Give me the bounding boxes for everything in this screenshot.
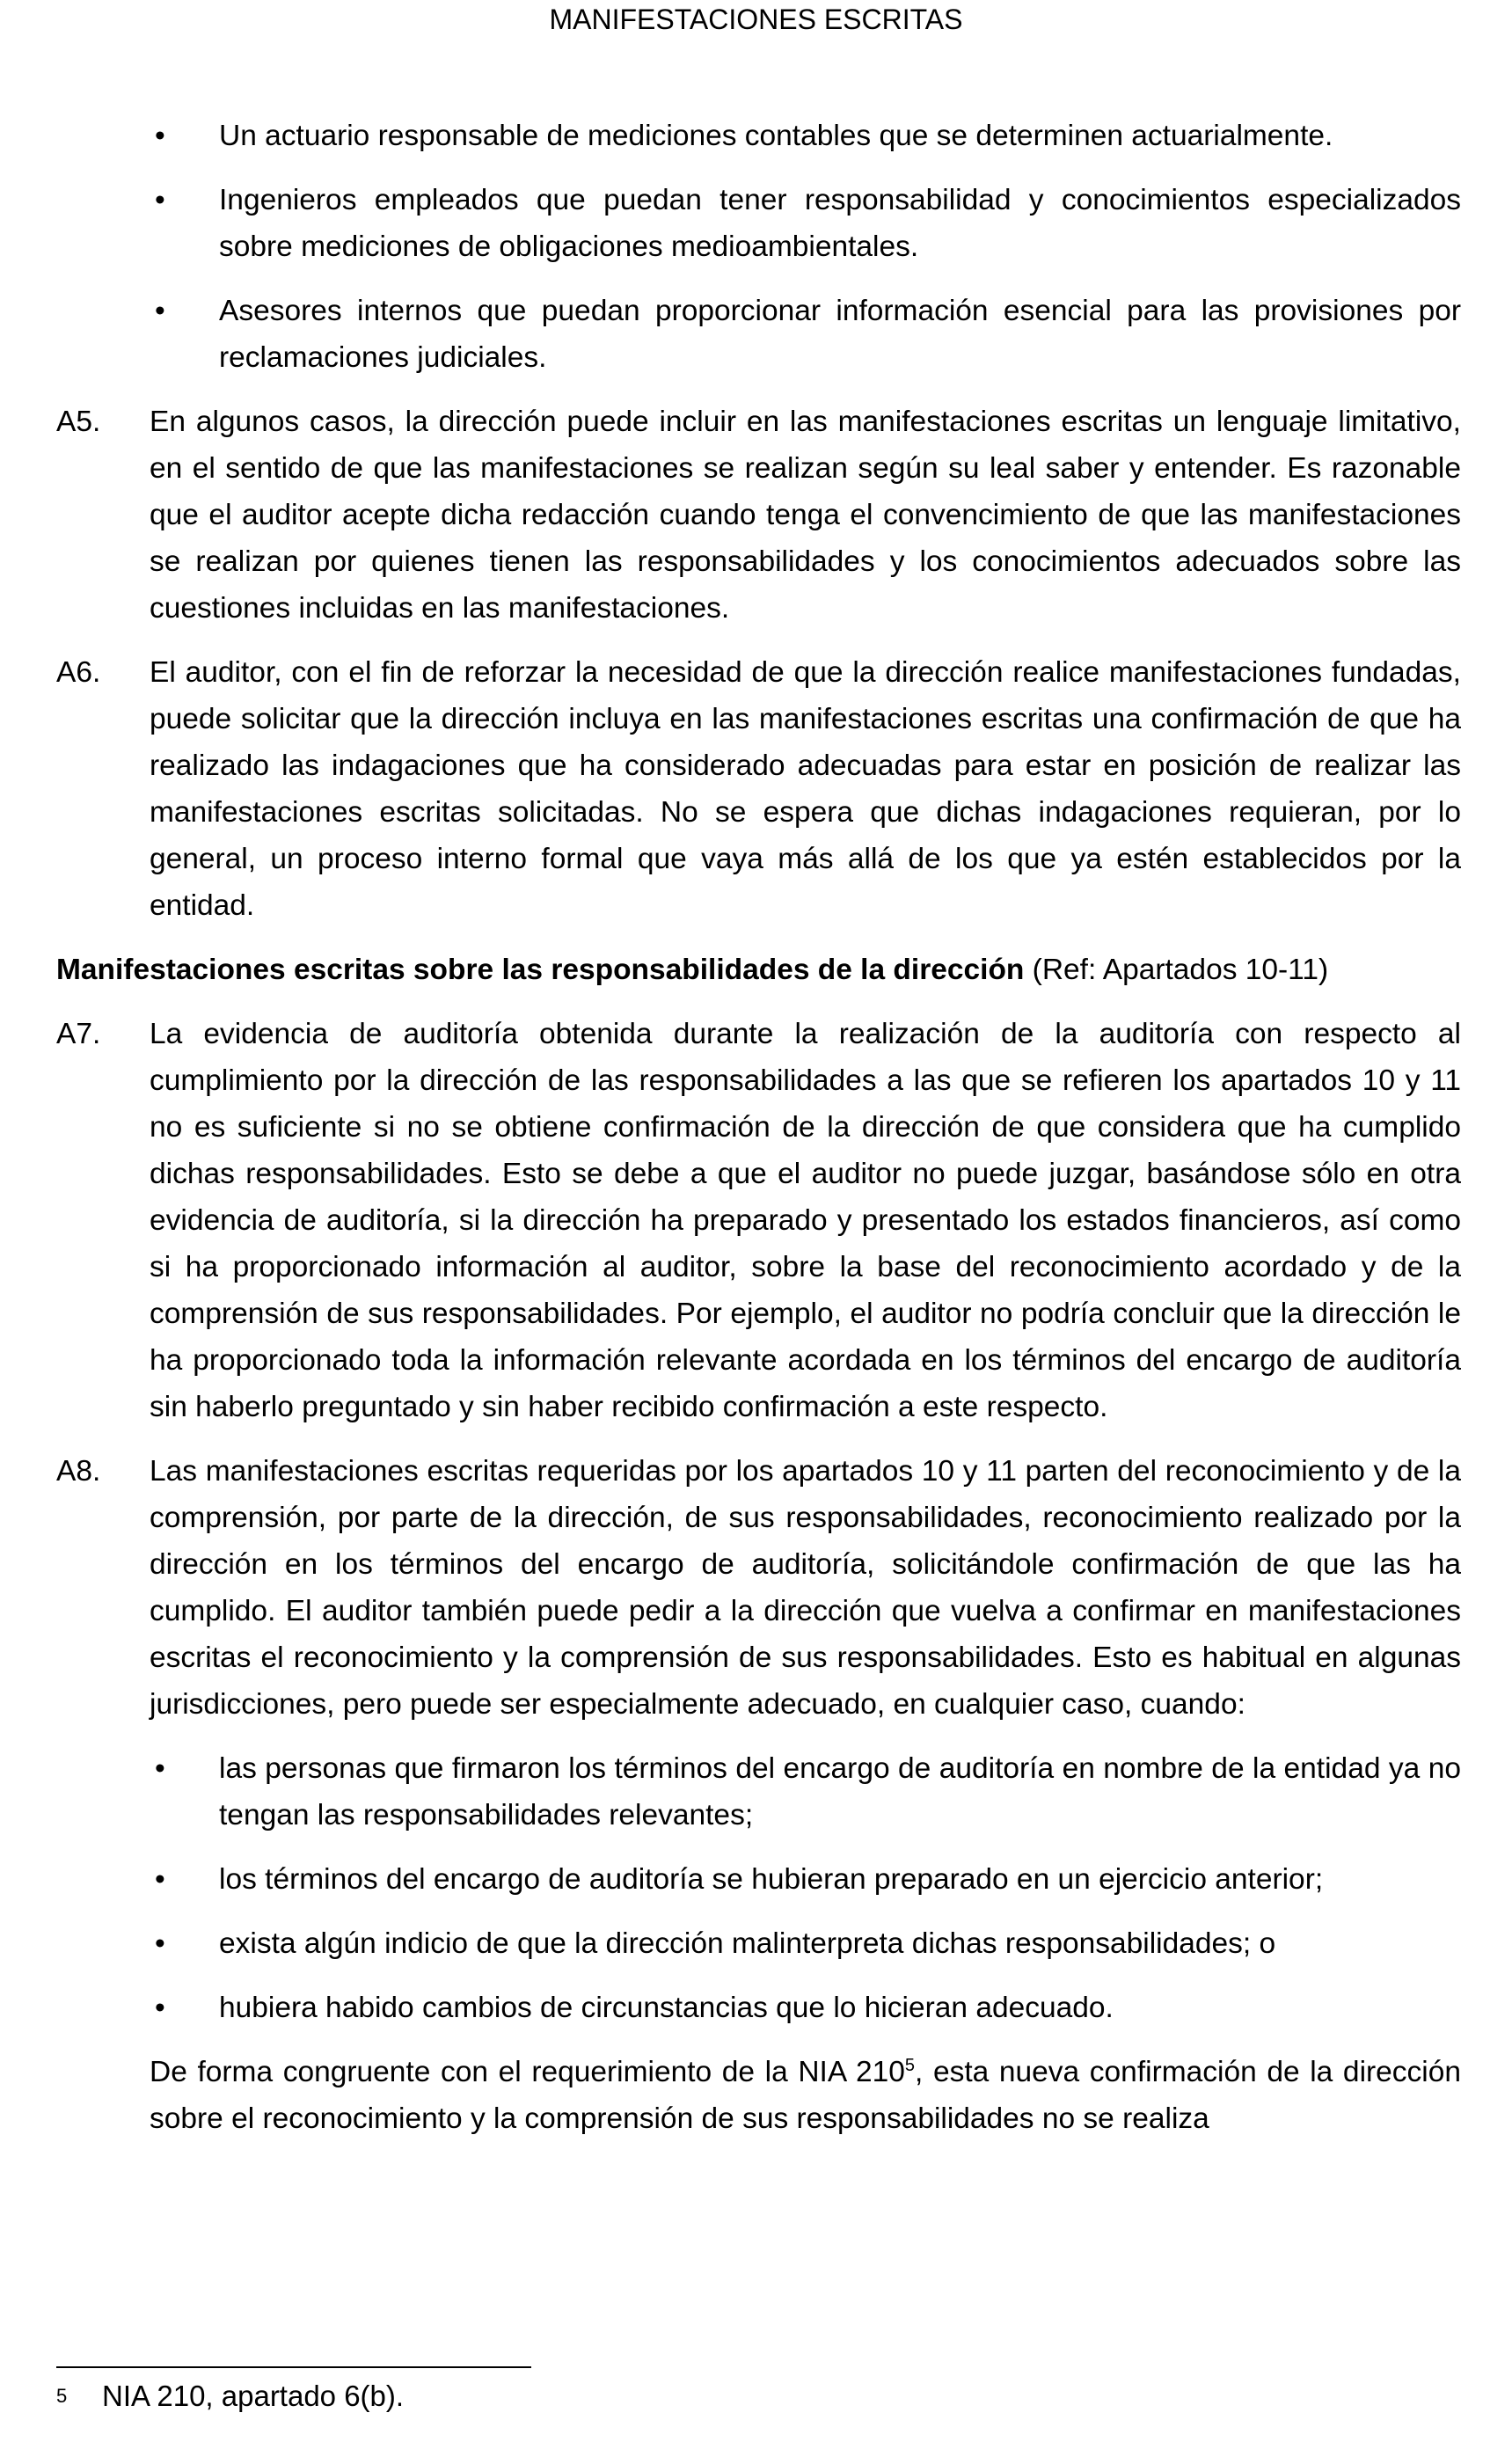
bullet-text: Asesores internos que puedan proporcionar información esencial para las provisiones por reclamaciones judiciales. — [219, 295, 1461, 374]
bullet-icon: • — [155, 1927, 165, 1960]
paragraph-number: A5. — [56, 406, 101, 438]
bullet-item — [56, 1985, 1461, 2031]
bullet-text: Ingenieros empleados que puedan tener responsabilidad y conocimientos especializados sobre mediciones de obligaciones medioambientales. — [219, 184, 1461, 263]
section-heading-title: Manifestaciones escritas sobre las responsabilidades de la dirección — [56, 954, 1025, 986]
bullet-icon: • — [155, 1863, 165, 1896]
paragraph-a7 — [56, 1011, 1461, 1430]
paragraph-text: La evidencia de auditoría obtenida durante la realización de la auditoría con respecto al cumplimiento por la dirección de las responsabilidades a las que se refieren los apartados 10 y 11 no es suficiente si no se obtiene confirmación de la dirección de que considera que ha cumplido dichas responsabilidades. Esto se debe a que el auditor no puede juzgar, basándose sólo en otra evidencia de auditoría, si la dirección ha preparado y presentado los estados financieros, así como si ha proporcionado información al auditor, sobre la base del reconocimiento acordado y de la comprensión de sus responsabilidades. Por ejemplo, el auditor no podría concluir que la dirección le ha proporcionado toda la información relevante acordada en los términos del encargo de auditoría sin haberlo preguntado y sin haber recibido confirmación a este respecto. — [150, 1018, 1461, 1423]
footnote-text: NIA 210, apartado 6(b). — [102, 2380, 405, 2412]
paragraph-text: El auditor, con el fin de reforzar la necesidad de que la dirección realice manifestaciones fundadas, puede solicitar que la dirección incluya en las manifestaciones escritas una confirmación de que ha realizado las indagaciones que ha considerado adecuadas para estar en posición de realizar las manifestaciones escritas solicitadas. No se espera que dichas indagaciones requieran, por lo general, un proceso interno formal que vaya más allá de los que ya estén establecidos por la entidad. — [150, 656, 1461, 922]
bullet-text: Un actuario responsable de mediciones contables que se determinen actuarialmente. — [219, 120, 1333, 152]
bullet-item — [56, 177, 1461, 270]
closing-paragraph — [56, 2049, 1461, 2142]
paragraph-a5 — [56, 398, 1461, 632]
running-header: MANIFESTACIONES ESCRITAS — [549, 4, 963, 35]
footnote-divider — [56, 2366, 531, 2368]
paragraph-number: A7. — [56, 1018, 101, 1050]
bullet-text: las personas que firmaron los términos del encargo de auditoría en nombre de la entidad ya no tengan las responsabilidades relevantes; — [219, 1752, 1461, 1832]
bullet-icon: • — [155, 184, 165, 216]
bullet-icon: • — [155, 1752, 165, 1785]
footnote-reference[interactable]: 5 — [904, 2055, 916, 2075]
paragraph-number: A6. — [56, 656, 101, 689]
bullet-text: los términos del encargo de auditoría se hubieran preparado en un ejercicio anterior; — [219, 1863, 1324, 1896]
footnote-mark: 5 — [56, 2385, 68, 2407]
paragraph-number: A8. — [56, 1455, 101, 1488]
bullet-text: hubiera habido cambios de circunstancias que lo hicieran adecuado. — [219, 1992, 1114, 2024]
bullet-item — [56, 1920, 1461, 1967]
paragraph-text: Las manifestaciones escritas requeridas por los apartados 10 y 11 parten del reconocimiento y de la comprensión, por parte de la dirección, de sus responsabilidades, reconocimiento realizado por la dirección en los términos del encargo de auditoría, solicitándole confirmación de que las ha cumplido. El auditor también puede pedir a la dirección que vuelva a confirmar en manifestaciones escritas el reconocimiento y la comprensión de sus responsabilidades. Esto es habitual en algunas jurisdicciones, pero puede ser especialmente adecuado, en cualquier caso, cuando: — [150, 1455, 1461, 1721]
closing-text-start: De forma congruente con el requerimiento de la NIA 210 — [150, 2056, 905, 2088]
page-body — [56, 113, 1461, 2142]
bullet-icon: • — [155, 295, 165, 327]
bullet-item — [56, 113, 1461, 159]
bullet-item — [56, 1856, 1461, 1903]
bullet-icon: • — [155, 120, 165, 152]
section-heading-ref: (Ref: Apartados 10-11) — [1024, 954, 1329, 986]
bullet-icon: • — [155, 1992, 165, 2024]
paragraph-a8 — [56, 1448, 1461, 1728]
closing-text-end: , esta nueva confirmación de la dirección sobre el reconocimiento y la comprensión de sus responsabilidades no se realiza — [150, 2056, 1461, 2135]
paragraph-a6 — [56, 649, 1461, 929]
paragraph-text: En algunos casos, la dirección puede incluir en las manifestaciones escritas un lenguaje limitativo, en el sentido de que las manifestaciones se realizan según su leal saber y entender. Es razonable que el auditor acepte dicha redacción cuando tenga el convencimiento de que las manifestaciones se realizan por quienes tienen las responsabilidades y los conocimientos adecuados sobre las cuestiones incluidas en las manifestaciones. — [150, 406, 1461, 625]
bullet-item — [56, 1745, 1461, 1839]
bullet-text: exista algún indicio de que la dirección malinterpreta dichas responsabilidades; o — [219, 1927, 1276, 1960]
bullet-item — [56, 288, 1461, 381]
section-heading — [56, 947, 1461, 993]
footnote — [56, 2375, 404, 2417]
